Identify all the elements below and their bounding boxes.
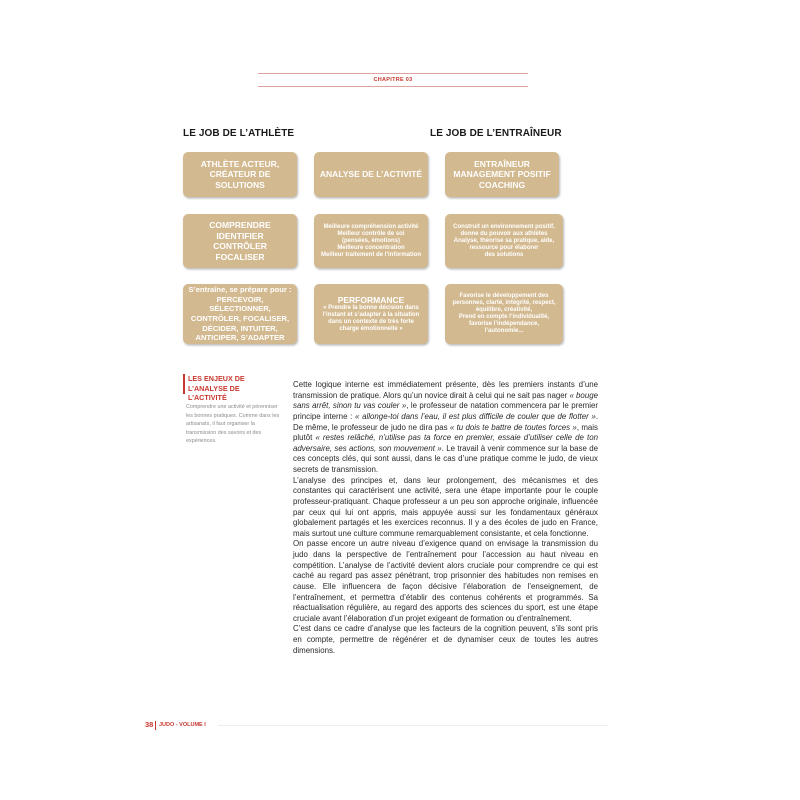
coach-heading: LE JOB DE L’ENTRAÎNEUR <box>430 128 562 139</box>
body-text <box>293 380 598 656</box>
paragraph-4: C’est dans ce cadre d’analyse que les facteurs de la cognition peuvent, s’ils sont pris en compte, permettre de régénérer et de dynamiser ceux de toutes les autres dimensions. <box>293 624 598 655</box>
athlete-heading: LE JOB DE L’ATHLÈTE <box>183 128 295 139</box>
box-understand-text: COMPRENDRE IDENTIFIER CONTRÔLER FOCALISER <box>209 220 271 262</box>
sidebar-title: LES ENJEUX DE L’ANALYSE DE L’ACTIVITÉ <box>188 374 245 402</box>
box-development-text: Favorise le développement des personnes, clarté, intégrité, respect, équilibre, créativité, Prend en compte l’individualité, favorise l’indépendance, l’autonomie... <box>452 293 556 334</box>
box-positive-environment-text: Construit un environnement positif, donne du pouvoir aux athlètes Analyse, théorise sa pratique, aide, ressource pour élaborer des solutions <box>453 223 555 258</box>
box-better-understanding <box>314 214 428 268</box>
box-coach-management-text: ENTRAÎNEUR MANAGEMENT POSITIF COACHING <box>453 158 551 190</box>
p1-text-d: , mais plutôt <box>293 422 599 443</box>
folio-separator <box>155 721 156 730</box>
chapter-label: CHAPITRE 03 <box>373 77 413 83</box>
box-coach-management <box>445 152 559 197</box>
box-understand <box>183 214 297 268</box>
p1-text-e: . Le travail à venir commence sur la base de ces concepts clés, qui sont aussi, dans le cas d’une pratique comme le judo, de vieux secrets de transmission. <box>293 443 598 474</box>
box-activity-analysis <box>314 152 428 197</box>
box-athlete-actor-text: ATHLÈTE ACTEUR, CRÉATEUR DE SOLUTIONS <box>200 158 280 190</box>
sidebar-accent-bar <box>183 374 185 394</box>
box-performance-text: « Prendre la bonne décision dans l’instant et s’adapter à la situation dans un contexte de très forte charge émotionnelle » <box>322 304 420 333</box>
box-activity-analysis-text: ANALYSE DE L’ACTIVITÉ <box>319 169 423 180</box>
paragraph-1 <box>293 380 598 476</box>
box-training-text: S’entraîne, se prépare pour : PERCEVOIR, SÉLECTIONNER, CONTRÔLER, FOCALISER, DÉCIDER, INTUITER, ANTICIPER, S’ADAPTER <box>188 285 292 343</box>
p1-text-a: Cette logique interne est immédiatement présente, dès les premiers instants d’une transmission de pratique. Alors qu’un novice dirait à celui qui ne sait pas nager <box>293 380 598 400</box>
page-number: 38 <box>145 720 154 729</box>
p1-text-c: . De même, le professeur de judo ne dira pas <box>293 411 599 432</box>
box-better-understanding-text: Meilleure compréhension activité Meilleur contrôle de soi (pensées, émotions) Meilleure concentration Meilleur traitement de l’information <box>320 223 421 258</box>
p1-quote-1: « bouge sans arrêt, sinon tu vas couler » <box>293 390 598 411</box>
box-positive-environment <box>445 214 563 268</box>
p1-quote-2: « allonge-toi dans l’eau, il est plus difficile de couler que de flotter » <box>355 411 596 421</box>
p1-text-b: , le professeur de natation commencera par le premier principe interne : <box>293 401 598 421</box>
p1-quote-3: « tu dois te battre de toutes forces » <box>449 422 577 432</box>
paragraph-3: On passe encore un autre niveau d’exigence quand on envisage la transmission du judo dans la perspective de l’entraînement pour l’accession au haut niveau en compétition. L’analyse de l’activité devient alors cruciale pour comprendre ce qui est caché au regard pas assez pénétrant, trop prisonnier des habitudes non remises en cause. Elle influencera de façon décisive l’élaboration de l’enseignement, de l’entraînement, et permettra d’établir des contenus cohérents et programmés. Sa réactualisation régulière, au regard des apports des sciences du sport, est une étape cruciale avant l’élaboration d’un projet exigeant de formation ou d’entraînement. <box>293 539 598 623</box>
p1-quote-4: « restes relâché, n’utilise pas ta force en premier, essaie d’utiliser celle de ton adversaire, ses actions, son mouvement » <box>293 433 598 453</box>
box-athlete-actor <box>183 152 297 197</box>
footer-rule <box>218 725 608 726</box>
paragraph-2: L’analyse des principes et, dans leur prolongement, des mécanismes et des constantes qui caractérisent une activité, sera une étape importante pour le couple professeur-pratiquant. Chaque professeur a un peu son approche originale, influencée par ceux qui lui ont appris, mais appuyée aussi sur les fondamentaux généraux globalement partagés et les exercices reconnus. Il y a des écoles de judo en France, mais surtout une culture commune remarquablement consistante, et cela fonctionne. <box>293 475 598 538</box>
box-performance-title: PERFORMANCE <box>337 294 405 305</box>
publication-title: JUDO - VOLUME I <box>159 722 206 728</box>
box-performance <box>314 284 428 344</box>
sidebar-text: Comprendre une activité et pérenniser les bonnes pratiques. Comme dans les artisanats, il faut organiser la transmission des savoirs et des expériences. <box>186 404 280 445</box>
box-training <box>183 284 297 344</box>
header-rule-bottom <box>258 86 528 87</box>
box-development <box>445 284 563 344</box>
header-rule-top <box>258 73 528 74</box>
